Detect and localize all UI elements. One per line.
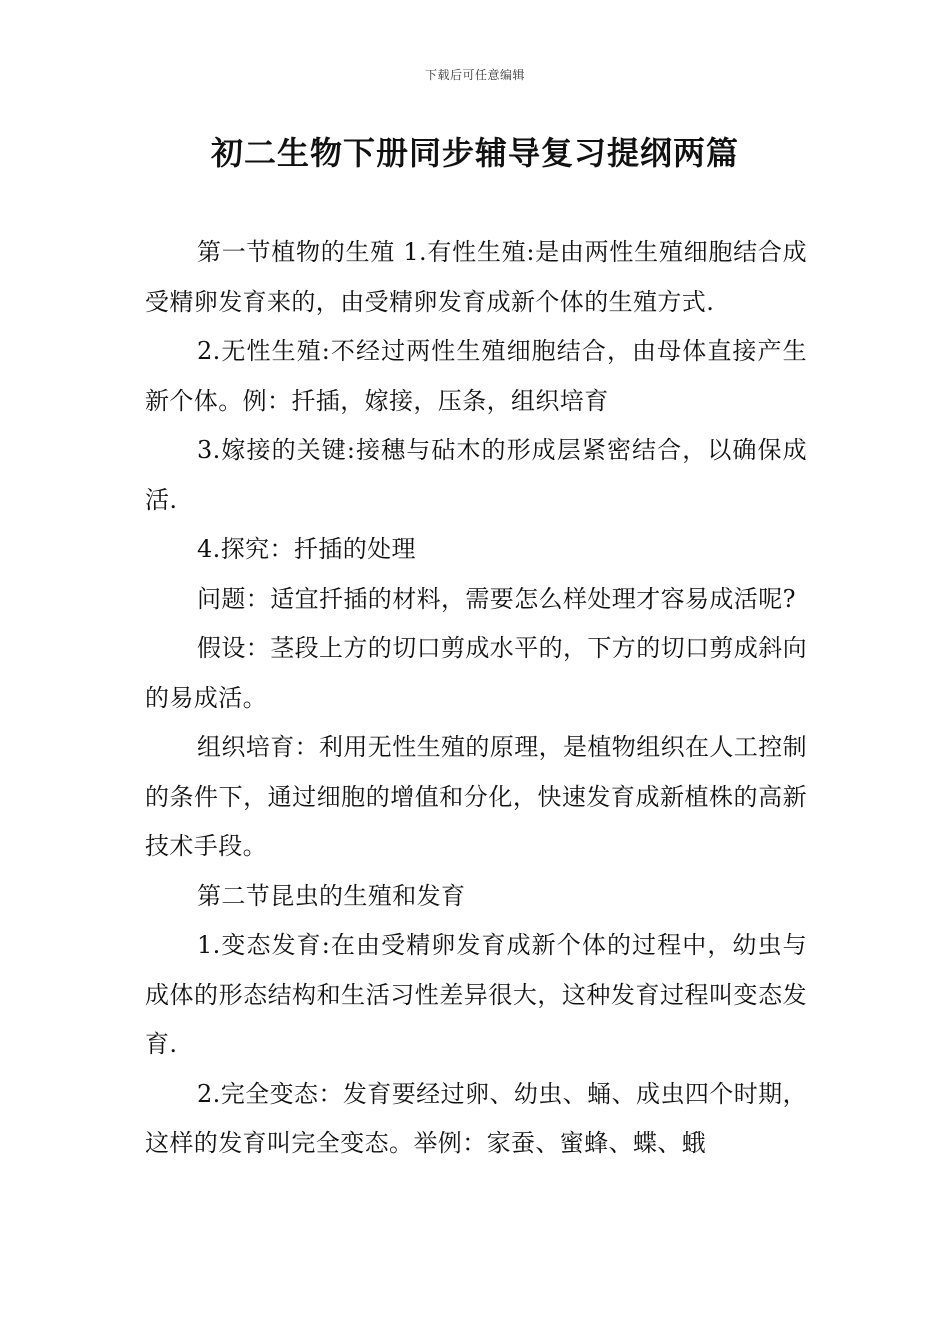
paragraph-tissue-culture: 组织培育：利用无性生殖的原理，是植物组织在人工控制的条件下，通过细胞的增值和分化，快速发育成新植株的高新技术手段。 <box>145 733 807 860</box>
paragraph-plant-reproduction: 第一节植物的生殖 1.有性生殖:是由两性生殖细胞结合成受精卵发育来的，由受精卵发育成新个体的生殖方式. <box>145 238 807 316</box>
paragraph-metamorphosis: 1.变态发育:在由受精卵发育成新个体的过程中，幼虫与成体的形态结构和生活习性差异很大，这种发育过程叫变态发育. <box>145 931 807 1058</box>
paragraph-complete-metamorphosis: 2.完全变态：发育要经过卵、幼虫、蛹、成虫四个时期，这样的发育叫完全变态。举例：家蚕、蜜蜂、蝶、蛾 <box>145 1079 807 1157</box>
paragraph-cutting-inquiry: 4.探究：扦插的处理 <box>197 535 416 563</box>
paragraph-hypothesis: 假设：茎段上方的切口剪成水平的，下方的切口剪成斜向的易成活。 <box>145 634 807 712</box>
paragraph-grafting-key: 3.嫁接的关键:接穗与砧木的形成层紧密结合，以确保成活. <box>145 436 807 514</box>
paragraph-question: 问题：适宜扦插的材料，需要怎么样处理才容易成活呢? <box>197 584 796 613</box>
paragraph-asexual-reproduction: 2.无性生殖:不经过两性生殖细胞结合，由母体直接产生新个体。例：扦插，嫁接，压条，组织培育 <box>145 337 807 415</box>
header-note: 下载后可任意编辑 <box>424 68 525 82</box>
paragraph-section-two-heading: 第二节昆虫的生殖和发育 <box>197 881 466 910</box>
page-title: 初二生物下册同步辅导复习提纲两篇 <box>210 134 739 172</box>
document-body <box>145 228 807 1169</box>
